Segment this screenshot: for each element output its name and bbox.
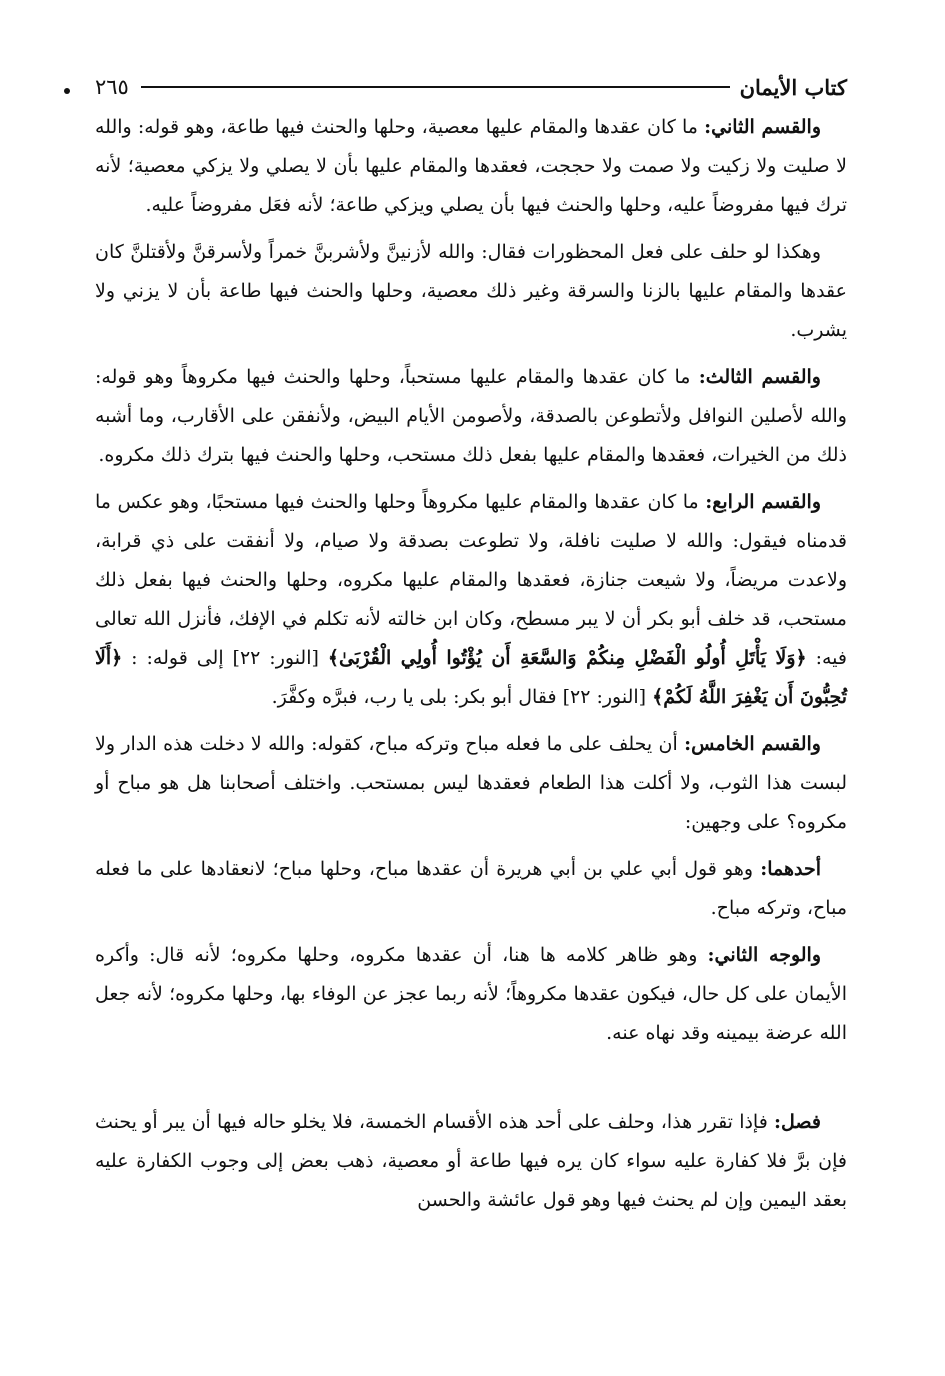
paragraph-text: ما كان عقدها والمقام عليها مكروهاً وحلها والحنث فيها مستحبًا، وهو عكس ما قدمناه فيقول: والله لا صليت نافلة، ولا تطوعت بصدقة ولا صيام، ولا أنفقت على ذي قرابة، ولاعدت مريضاً، ولا شيعت جنازة، فعقدها والمقام عليها مكروه، وحلها والحنث فيها بفعل ذلك مستحب، قد خلف أبو بكر أن لا يبر مسطح، وكان ابن خالته لأنه تكلم في الإفك، فأنزل الله تعالى فيه: <box>95 491 848 669</box>
header-rule <box>141 86 730 88</box>
paragraph-lead: والوجه الثاني: <box>707 944 822 966</box>
paragraph-third-category <box>95 358 847 475</box>
paragraph-lead: والقسم الثاني: <box>704 116 821 138</box>
paragraph-prohibited-acts <box>95 233 847 350</box>
quran-verse: ﴿أَلَا تُحِبُّونَ أَن يَغْفِرَ اللَّهُ لَكُمْ﴾ <box>95 647 847 708</box>
paragraph-text: ما كان عقدها والمقام عليها معصية، وحلها والحنث فيها طاعة، وهو قوله: والله لا صليت ولا زكيت ولا صمت ولا حججت، فعقدها والمقام عليها بأن لا يصلي ولا يزكي معصية؛ لأنه ترك فيها مفروضاً عليه، وحلها والحنث فيها بأن يصلي ويزكي طاعة؛ لأنه فعَل مفروضاً عليه. <box>95 116 847 216</box>
paragraph-fifth-category <box>95 725 847 842</box>
chapter-title: كتاب الأيمان <box>739 74 847 100</box>
paragraph-lead: والقسم الثالث: <box>698 366 821 388</box>
paragraph-text: فإذا تقرر هذا، وحلف على أحد هذه الأقسام الخمسة، فلا يخلو حاله فيها أن يبر أو يحنث فإن برَّ فلا كفارة عليه سواء كان يره فيها طاعة أو معصية، ذهب بعض إلى وجوب الكفارة عليه بعقد اليمين وإن لم يحنث فيها وهو قول عائشة والحسن <box>95 1111 847 1211</box>
paragraph-lead: والقسم الخامس: <box>684 733 821 755</box>
paragraph-text: ما كان عقدها والمقام عليها مستحباً، وحلها والحنث فيها مكروهاً وهو قوله: والله لأصلين النوافل ولأتطوعن بالصدقة، ولأصومن الأيام البيض، ولأنفقن على الأقارب، وما أشبه ذلك من الخيرات، فعقدها والمقام عليها بفعل ذلك مستحب، وحلها والحنث فيها بترك ذلك مكروه. <box>95 366 847 466</box>
paragraph-fourth-category <box>95 483 847 717</box>
paragraph-lead: فصل: <box>774 1111 821 1133</box>
paragraph-text: أن يحلف على ما فعله مباح وتركه مباح، كقوله: والله لا دخلت هذه الدار ولا لبست هذا الثوب، ولا أكلت هذا الطعام فعقدها ليس بمستحب. واختلف أصحابنا هل هو مباح أو مكروه؟ على وجهين: <box>95 733 847 833</box>
paragraph-section <box>95 1103 847 1220</box>
ink-speck <box>64 88 70 94</box>
verse-reference: [النور: ٢٢] إلى قوله: : <box>122 647 328 669</box>
section-spacer <box>95 1061 847 1103</box>
paragraph-lead: أحدهما: <box>760 858 821 880</box>
paragraph-second-view <box>95 936 847 1053</box>
paragraph-text: وهو ظاهر كلامه ها هنا، أن عقدها مكروه، وحلها مكروه؛ لأنه قال: وأكره الأيمان على كل حال، فيكون عقدها مكروهاً؛ لأنه ربما عجز عن الوفاء بها، وحلها مكروه؛ لأنه جعل الله عرضة بيمينه وقد نهاه عنه. <box>95 944 847 1044</box>
paragraph-text: [النور: ٢٢] فقال أبو بكر: بلى يا رب، فبرَّه وكفَّرَ. <box>271 686 653 708</box>
book-page <box>95 70 847 1228</box>
page-number: ٢٦٥ <box>95 75 129 99</box>
paragraph-second-category <box>95 108 847 225</box>
quran-verse: ﴿وَلَا يَأْتَلِ أُولُو الْفَضْلِ مِنكُمْ وَالسَّعَةِ أَن يُؤْتُوا أُولِي الْقُرْبَىٰ﴾ <box>327 647 807 669</box>
paragraph-first-view <box>95 850 847 928</box>
paragraph-lead: والقسم الرابع: <box>705 491 822 513</box>
running-header <box>95 70 847 104</box>
paragraph-text: وهكذا لو حلف على فعل المحظورات فقال: والله لأزنينَّ ولأشربنَّ خمراً ولأسرقنَّ ولأقتلنَّ كان عقدها والمقام عليها بالزنا والسرقة وغير ذلك معصية، وحلها والحنث فيها طاعة بأن لا يزني ولا يشرب. <box>95 241 847 341</box>
paragraph-text: وهو قول أبي علي بن أبي هريرة أن عقدها مباح، وحلها مباح؛ لانعقادها على ما فعله مباح، وتركه مباح. <box>95 858 847 919</box>
